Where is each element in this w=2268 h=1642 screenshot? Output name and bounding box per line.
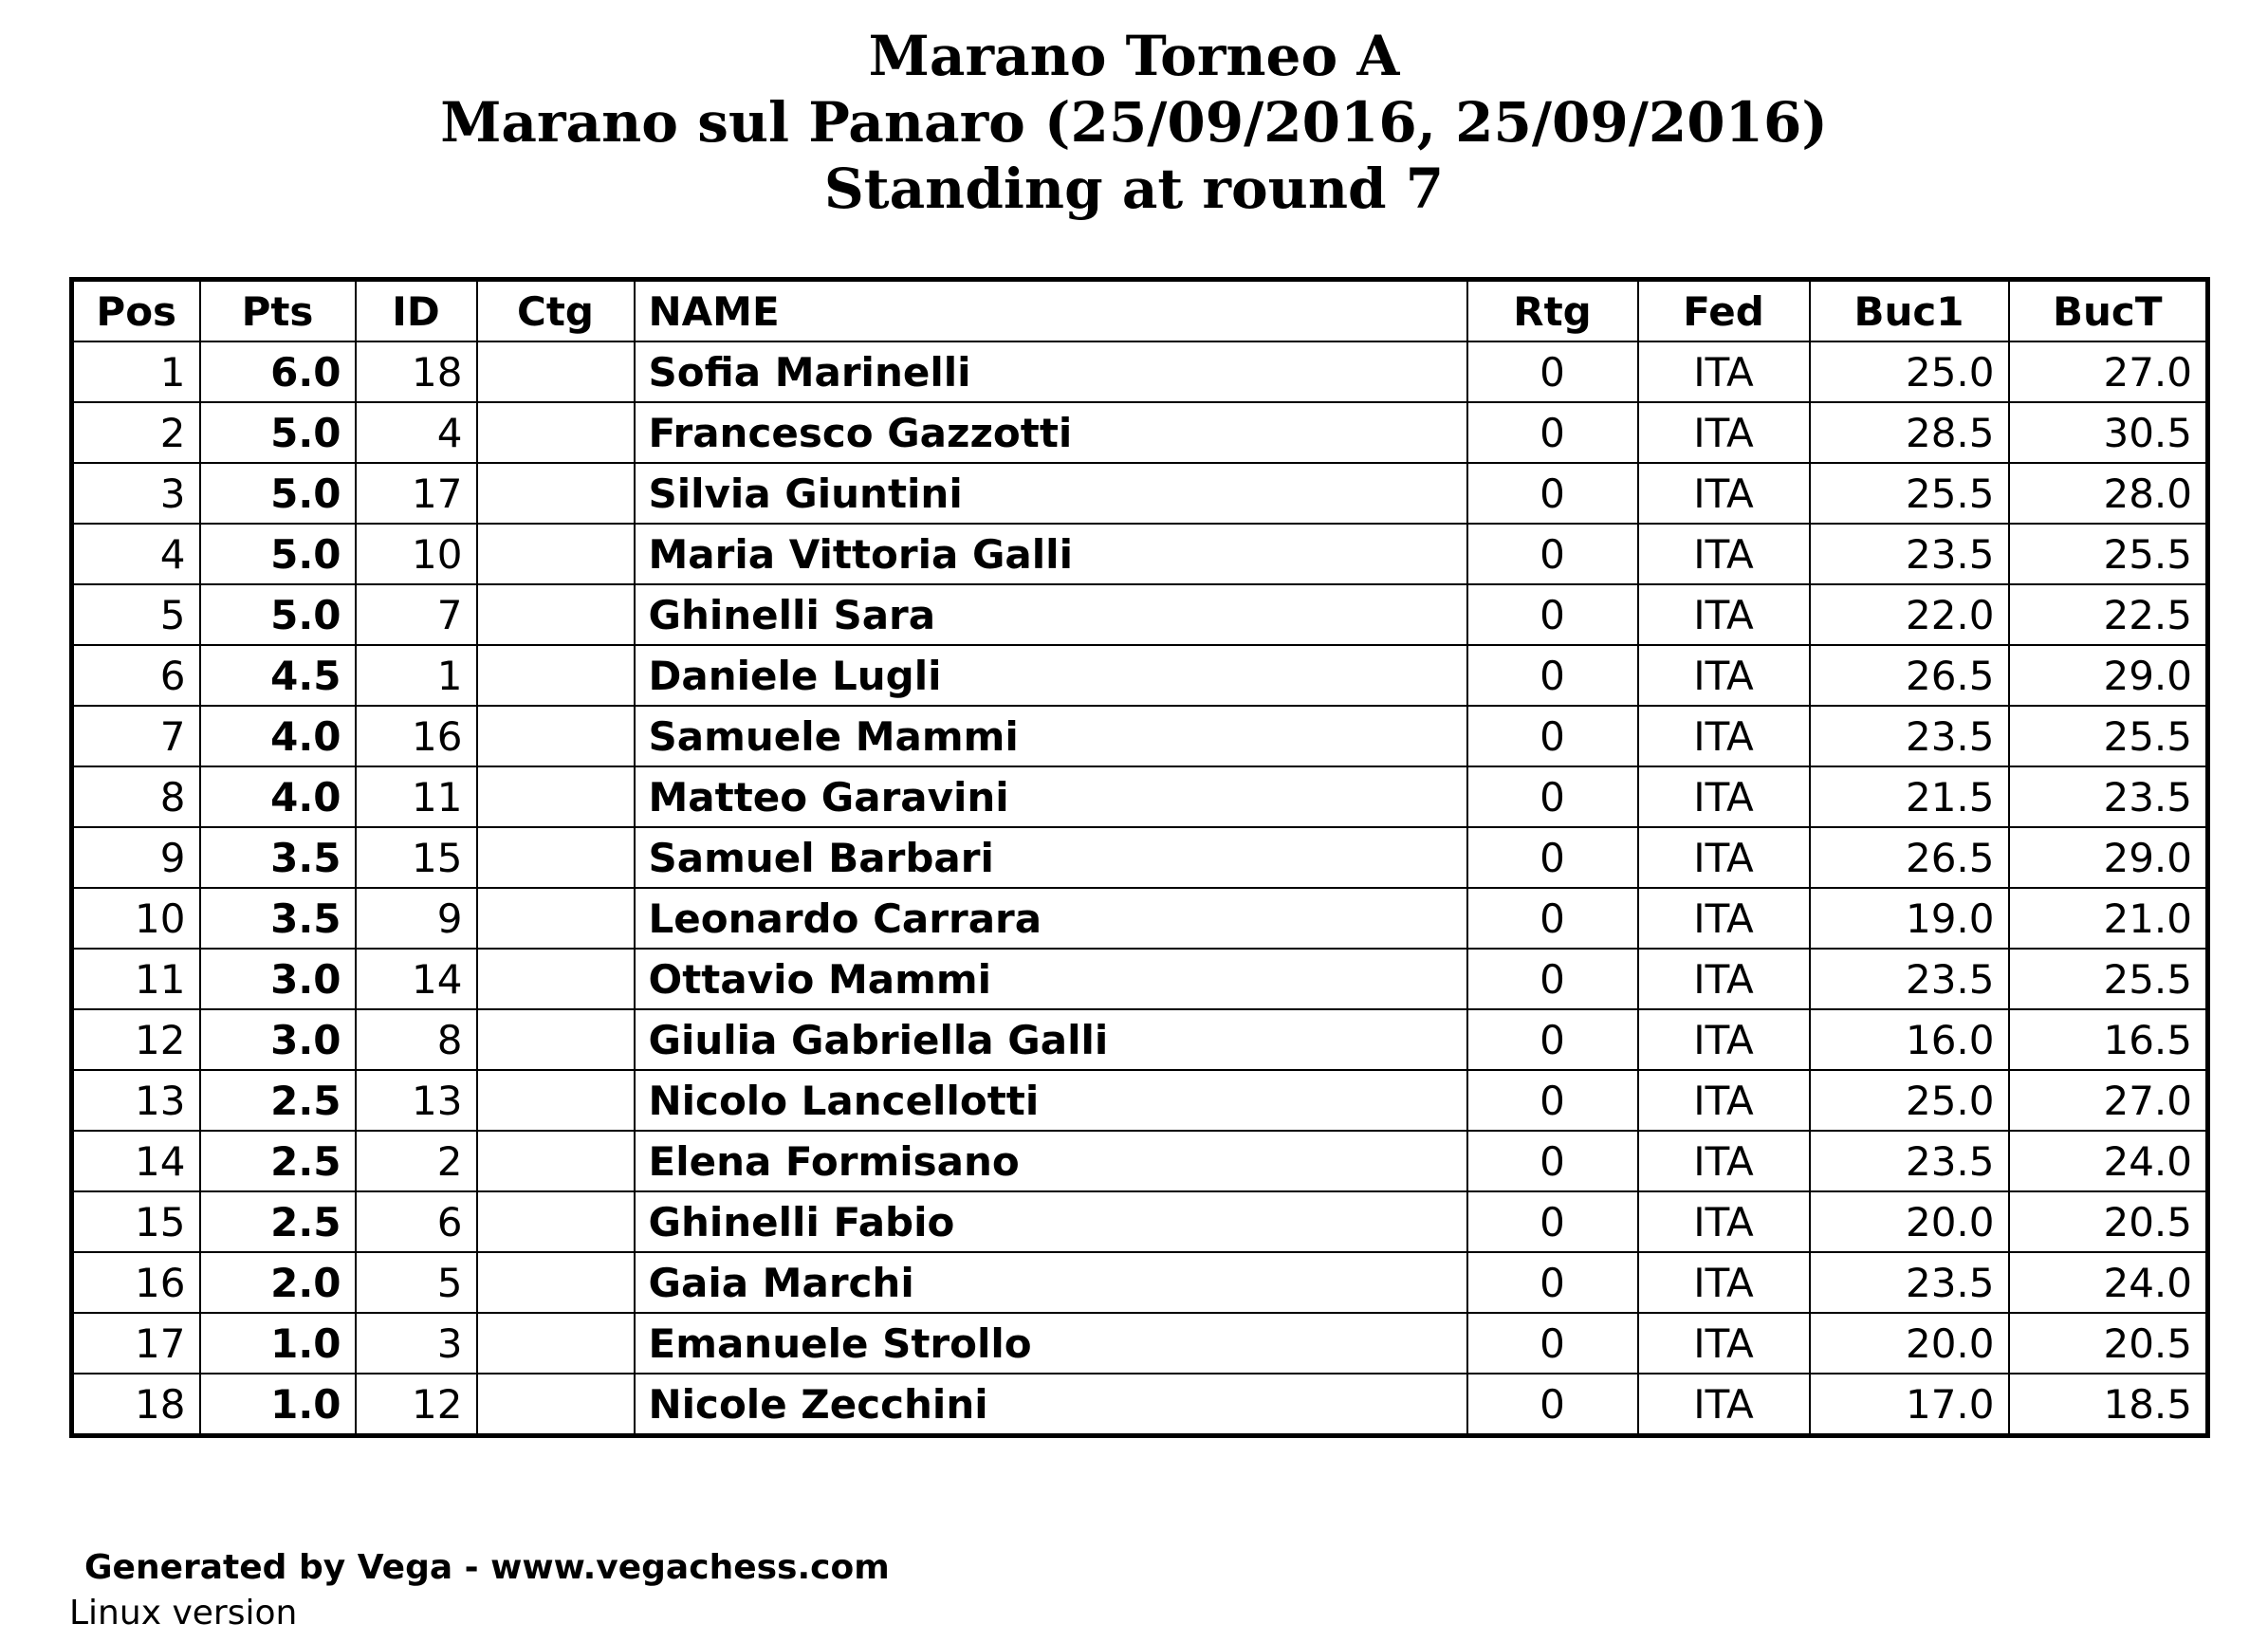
cell-pts: 3.5 xyxy=(200,888,356,949)
table-row xyxy=(72,1374,2208,1436)
cell-fed: ITA xyxy=(1638,584,1810,645)
cell-pos: 16 xyxy=(72,1252,200,1313)
cell-name: Maria Vittoria Galli xyxy=(635,524,1467,584)
cell-buc1: 23.5 xyxy=(1810,1131,2009,1191)
col-header-buct: BucT xyxy=(2009,280,2208,342)
cell-buct: 22.5 xyxy=(2009,584,2208,645)
cell-ctg xyxy=(477,645,635,706)
cell-ctg xyxy=(477,1252,635,1313)
cell-fed: ITA xyxy=(1638,463,1810,524)
cell-id: 12 xyxy=(356,1374,477,1436)
cell-ctg xyxy=(477,1009,635,1070)
cell-fed: ITA xyxy=(1638,341,1810,402)
cell-buc1: 17.0 xyxy=(1810,1374,2009,1436)
standing-round-line: Standing at round 7 xyxy=(823,157,1445,221)
cell-buct: 20.5 xyxy=(2009,1313,2208,1374)
cell-buct: 25.5 xyxy=(2009,706,2208,766)
cell-buct: 29.0 xyxy=(2009,645,2208,706)
cell-pts: 3.5 xyxy=(200,827,356,888)
cell-rtg: 0 xyxy=(1467,1374,1638,1436)
cell-pos: 12 xyxy=(72,1009,200,1070)
cell-name: Ghinelli Sara xyxy=(635,584,1467,645)
table-row xyxy=(72,1131,2208,1191)
cell-rtg: 0 xyxy=(1467,524,1638,584)
cell-fed: ITA xyxy=(1638,1070,1810,1131)
cell-fed: ITA xyxy=(1638,827,1810,888)
cell-ctg xyxy=(477,1313,635,1374)
cell-buc1: 26.5 xyxy=(1810,645,2009,706)
col-header-name: NAME xyxy=(635,280,1467,342)
cell-name: Nicolo Lancellotti xyxy=(635,1070,1467,1131)
standings-table xyxy=(69,277,2210,1438)
cell-buct: 30.5 xyxy=(2009,402,2208,463)
table-row xyxy=(72,463,2208,524)
cell-id: 17 xyxy=(356,463,477,524)
standings-body xyxy=(72,341,2208,1436)
cell-rtg: 0 xyxy=(1467,1131,1638,1191)
cell-id: 11 xyxy=(356,766,477,827)
cell-pos: 13 xyxy=(72,1070,200,1131)
cell-id: 10 xyxy=(356,524,477,584)
cell-name: Francesco Gazzotti xyxy=(635,402,1467,463)
cell-pts: 2.5 xyxy=(200,1070,356,1131)
col-header-id: ID xyxy=(356,280,477,342)
cell-pts: 1.0 xyxy=(200,1313,356,1374)
cell-fed: ITA xyxy=(1638,706,1810,766)
cell-pos: 1 xyxy=(72,341,200,402)
cell-buc1: 16.0 xyxy=(1810,1009,2009,1070)
cell-name: Nicole Zecchini xyxy=(635,1374,1467,1436)
cell-pts: 5.0 xyxy=(200,584,356,645)
cell-pos: 4 xyxy=(72,524,200,584)
cell-pts: 2.5 xyxy=(200,1131,356,1191)
cell-id: 2 xyxy=(356,1131,477,1191)
cell-buc1: 28.5 xyxy=(1810,402,2009,463)
cell-buc1: 19.0 xyxy=(1810,888,2009,949)
cell-fed: ITA xyxy=(1638,1131,1810,1191)
cell-buct: 27.0 xyxy=(2009,1070,2208,1131)
cell-id: 4 xyxy=(356,402,477,463)
cell-buc1: 25.5 xyxy=(1810,463,2009,524)
table-row xyxy=(72,827,2208,888)
cell-id: 3 xyxy=(356,1313,477,1374)
generated-by-credit: Generated by Vega - www.vegachess.com xyxy=(84,1548,890,1587)
tournament-location-dates: Marano sul Panaro (25/09/2016, 25/09/2016) xyxy=(440,90,1828,155)
cell-name: Samuel Barbari xyxy=(635,827,1467,888)
cell-pts: 3.0 xyxy=(200,949,356,1009)
cell-fed: ITA xyxy=(1638,1009,1810,1070)
cell-buc1: 22.0 xyxy=(1810,584,2009,645)
cell-ctg xyxy=(477,402,635,463)
cell-buct: 21.0 xyxy=(2009,888,2208,949)
cell-fed: ITA xyxy=(1638,1313,1810,1374)
cell-buct: 20.5 xyxy=(2009,1191,2208,1252)
cell-ctg xyxy=(477,524,635,584)
cell-name: Leonardo Carrara xyxy=(635,888,1467,949)
cell-name: Sofia Marinelli xyxy=(635,341,1467,402)
cell-id: 5 xyxy=(356,1252,477,1313)
cell-rtg: 0 xyxy=(1467,706,1638,766)
cell-rtg: 0 xyxy=(1467,1191,1638,1252)
cell-pts: 4.5 xyxy=(200,645,356,706)
cell-ctg xyxy=(477,827,635,888)
cell-fed: ITA xyxy=(1638,1191,1810,1252)
cell-pos: 7 xyxy=(72,706,200,766)
cell-buct: 24.0 xyxy=(2009,1252,2208,1313)
table-row xyxy=(72,888,2208,949)
cell-buc1: 20.0 xyxy=(1810,1191,2009,1252)
cell-id: 9 xyxy=(356,888,477,949)
cell-id: 8 xyxy=(356,1009,477,1070)
table-row xyxy=(72,524,2208,584)
cell-ctg xyxy=(477,766,635,827)
cell-ctg xyxy=(477,584,635,645)
report-header xyxy=(0,23,2268,222)
cell-pts: 5.0 xyxy=(200,463,356,524)
cell-rtg: 0 xyxy=(1467,827,1638,888)
table-row xyxy=(72,1191,2208,1252)
cell-rtg: 0 xyxy=(1467,949,1638,1009)
cell-name: Giulia Gabriella Galli xyxy=(635,1009,1467,1070)
table-row xyxy=(72,341,2208,402)
cell-name: Samuele Mammi xyxy=(635,706,1467,766)
table-row xyxy=(72,1070,2208,1131)
cell-pts: 3.0 xyxy=(200,1009,356,1070)
cell-rtg: 0 xyxy=(1467,463,1638,524)
cell-pts: 1.0 xyxy=(200,1374,356,1436)
cell-pos: 10 xyxy=(72,888,200,949)
cell-buct: 16.5 xyxy=(2009,1009,2208,1070)
cell-pos: 15 xyxy=(72,1191,200,1252)
cell-ctg xyxy=(477,888,635,949)
cell-buct: 28.0 xyxy=(2009,463,2208,524)
cell-buc1: 20.0 xyxy=(1810,1313,2009,1374)
cell-buct: 23.5 xyxy=(2009,766,2208,827)
cell-pos: 5 xyxy=(72,584,200,645)
cell-pts: 4.0 xyxy=(200,706,356,766)
cell-pos: 9 xyxy=(72,827,200,888)
cell-pts: 6.0 xyxy=(200,341,356,402)
cell-ctg xyxy=(477,1191,635,1252)
cell-pos: 18 xyxy=(72,1374,200,1436)
cell-ctg xyxy=(477,1070,635,1131)
table-row xyxy=(72,766,2208,827)
cell-id: 18 xyxy=(356,341,477,402)
cell-pts: 2.0 xyxy=(200,1252,356,1313)
table-row xyxy=(72,706,2208,766)
table-row xyxy=(72,1252,2208,1313)
cell-fed: ITA xyxy=(1638,524,1810,584)
cell-ctg xyxy=(477,706,635,766)
cell-buct: 24.0 xyxy=(2009,1131,2208,1191)
cell-buct: 25.5 xyxy=(2009,949,2208,1009)
cell-buc1: 25.0 xyxy=(1810,341,2009,402)
cell-buc1: 26.5 xyxy=(1810,827,2009,888)
cell-id: 1 xyxy=(356,645,477,706)
cell-rtg: 0 xyxy=(1467,888,1638,949)
cell-name: Silvia Giuntini xyxy=(635,463,1467,524)
cell-rtg: 0 xyxy=(1467,402,1638,463)
cell-buc1: 23.5 xyxy=(1810,706,2009,766)
cell-buct: 27.0 xyxy=(2009,341,2208,402)
cell-ctg xyxy=(477,463,635,524)
col-header-rtg: Rtg xyxy=(1467,280,1638,342)
cell-id: 16 xyxy=(356,706,477,766)
cell-name: Ottavio Mammi xyxy=(635,949,1467,1009)
cell-buct: 25.5 xyxy=(2009,524,2208,584)
col-header-ctg: Ctg xyxy=(477,280,635,342)
cell-rtg: 0 xyxy=(1467,1070,1638,1131)
cell-fed: ITA xyxy=(1638,645,1810,706)
cell-buct: 29.0 xyxy=(2009,827,2208,888)
cell-id: 14 xyxy=(356,949,477,1009)
cell-rtg: 0 xyxy=(1467,645,1638,706)
col-header-pos: Pos xyxy=(72,280,200,342)
cell-fed: ITA xyxy=(1638,402,1810,463)
table-row xyxy=(72,645,2208,706)
table-row xyxy=(72,1009,2208,1070)
header-row xyxy=(72,280,2208,342)
cell-pts: 5.0 xyxy=(200,402,356,463)
cell-name: Ghinelli Fabio xyxy=(635,1191,1467,1252)
cell-id: 6 xyxy=(356,1191,477,1252)
cell-fed: ITA xyxy=(1638,1374,1810,1436)
cell-id: 15 xyxy=(356,827,477,888)
cell-rtg: 0 xyxy=(1467,1252,1638,1313)
tournament-title: Marano Torneo A xyxy=(868,24,1400,88)
cell-pos: 6 xyxy=(72,645,200,706)
cell-rtg: 0 xyxy=(1467,341,1638,402)
cell-name: Emanuele Strollo xyxy=(635,1313,1467,1374)
cell-pos: 3 xyxy=(72,463,200,524)
cell-pts: 2.5 xyxy=(200,1191,356,1252)
cell-pos: 17 xyxy=(72,1313,200,1374)
col-header-pts: Pts xyxy=(200,280,356,342)
cell-name: Matteo Garavini xyxy=(635,766,1467,827)
col-header-buc1: Buc1 xyxy=(1810,280,2009,342)
cell-buc1: 23.5 xyxy=(1810,949,2009,1009)
cell-rtg: 0 xyxy=(1467,1009,1638,1070)
table-row xyxy=(72,949,2208,1009)
table-row xyxy=(72,584,2208,645)
cell-pts: 5.0 xyxy=(200,524,356,584)
cell-buc1: 21.5 xyxy=(1810,766,2009,827)
version-note: Linux version xyxy=(69,1594,298,1633)
cell-pos: 8 xyxy=(72,766,200,827)
cell-pts: 4.0 xyxy=(200,766,356,827)
cell-id: 7 xyxy=(356,584,477,645)
cell-buc1: 23.5 xyxy=(1810,524,2009,584)
cell-pos: 11 xyxy=(72,949,200,1009)
cell-rtg: 0 xyxy=(1467,766,1638,827)
cell-rtg: 0 xyxy=(1467,584,1638,645)
cell-ctg xyxy=(477,1374,635,1436)
cell-pos: 14 xyxy=(72,1131,200,1191)
cell-name: Elena Formisano xyxy=(635,1131,1467,1191)
cell-name: Daniele Lugli xyxy=(635,645,1467,706)
cell-buc1: 23.5 xyxy=(1810,1252,2009,1313)
cell-fed: ITA xyxy=(1638,1252,1810,1313)
cell-rtg: 0 xyxy=(1467,1313,1638,1374)
cell-fed: ITA xyxy=(1638,949,1810,1009)
cell-fed: ITA xyxy=(1638,888,1810,949)
cell-buct: 18.5 xyxy=(2009,1374,2208,1436)
cell-pos: 2 xyxy=(72,402,200,463)
cell-ctg xyxy=(477,341,635,402)
cell-fed: ITA xyxy=(1638,766,1810,827)
table-row xyxy=(72,1313,2208,1374)
cell-ctg xyxy=(477,949,635,1009)
cell-id: 13 xyxy=(356,1070,477,1131)
cell-name: Gaia Marchi xyxy=(635,1252,1467,1313)
cell-ctg xyxy=(477,1131,635,1191)
col-header-fed: Fed xyxy=(1638,280,1810,342)
table-row xyxy=(72,402,2208,463)
cell-buc1: 25.0 xyxy=(1810,1070,2009,1131)
